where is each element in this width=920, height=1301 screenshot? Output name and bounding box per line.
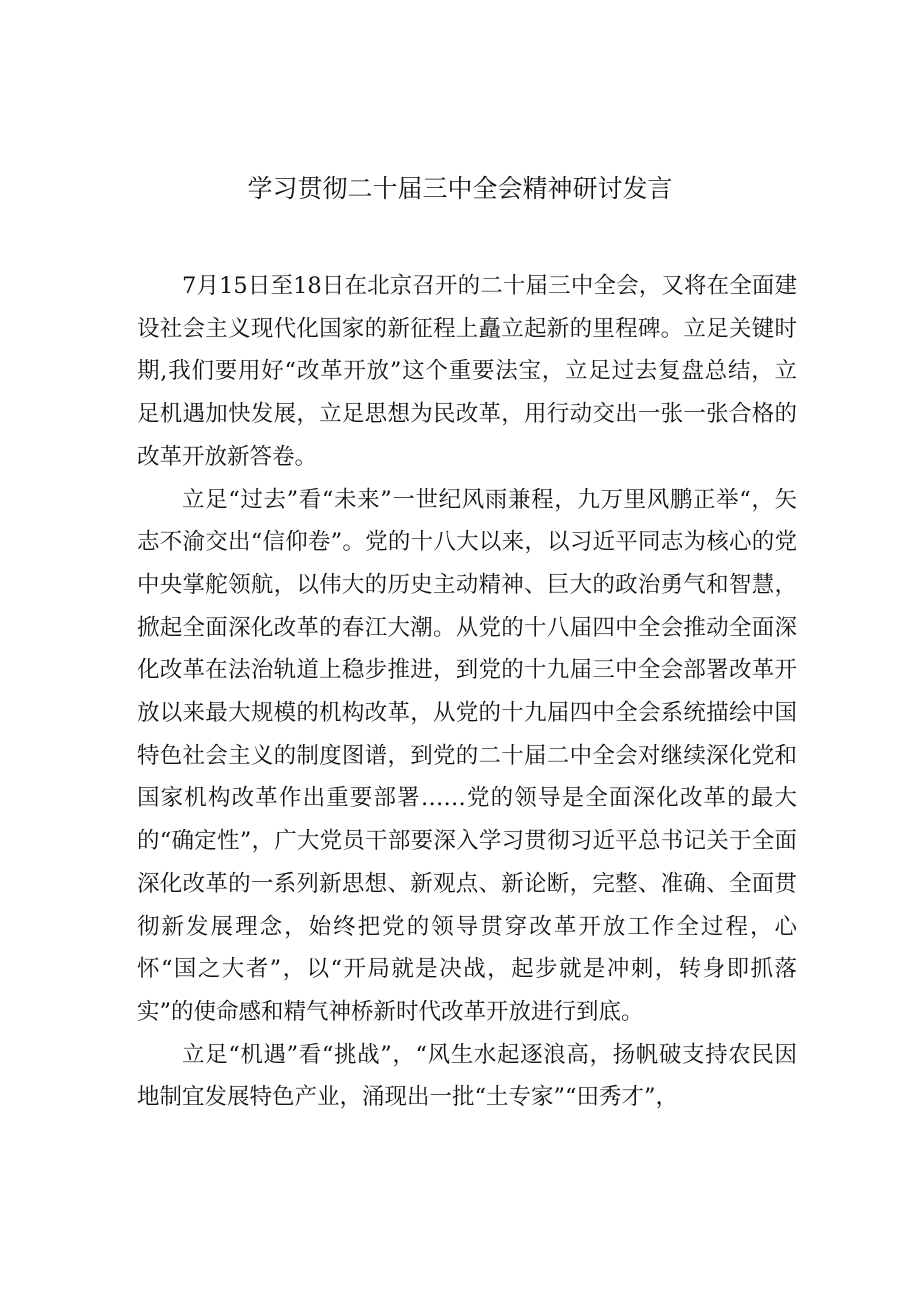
document-title: 学习贯彻二十届三中全会精神研讨发言 (247, 174, 673, 203)
document-body (137, 265, 797, 1119)
paragraph-1: 7月15日至18日在北京召开的二十届三中全会，又将在全面建设社会主义现代化国家的新征程上矗立起新的里程碑。立足关键时期,我们要用好“改革开放”这个重要法宝，立足过去复盘总结，立足机遇加快发展，立足思想为民改革，用行动交出一张一张合格的改革开放新答卷。 (137, 273, 797, 470)
paragraph-3: 立足“机遇”看“挑战”，“风生水起逐浪高，扬帆破支持农民因地制宜发展特色产业，涌现出一批“土专家”“田秀才”， (137, 1041, 797, 1111)
paragraph-2: 立足“过去”看“未来”一世纪风雨兼程，九万里风鹏正举“，矢志不渝交出“信仰卷”。党的十八大以来，以习近平同志为核心的党中央掌舵领航，以伟大的历史主动精神、巨大的政治勇气和智慧，掀起全面深化改革的春江大潮。从党的十八届四中全会推动全面深化改革在法治轨道上稳步推进，到党的十九届三中全会部署改革开放以来最大规模的机构改革，从党的十九届四中全会系统描绘中国特色社会主义的制度图谱，到党的二十届二中全会对继续深化党和国家机构改革作出重要部署……党的领导是全面深化改革的最大的“确定性”，广大党员干部要深入学习贯彻习近平总书记关于全面深化改革的一系列新思想、新观点、新论断，完整、准确、全面贯彻新发展理念，始终把党的领导贯穿改革开放工作全过程，心怀“国之大者”，以“开局就是决战，起步就是冲刺，转身即抓落实”的使命感和精气神桥新时代改革开放进行到底。 (137, 486, 797, 1025)
